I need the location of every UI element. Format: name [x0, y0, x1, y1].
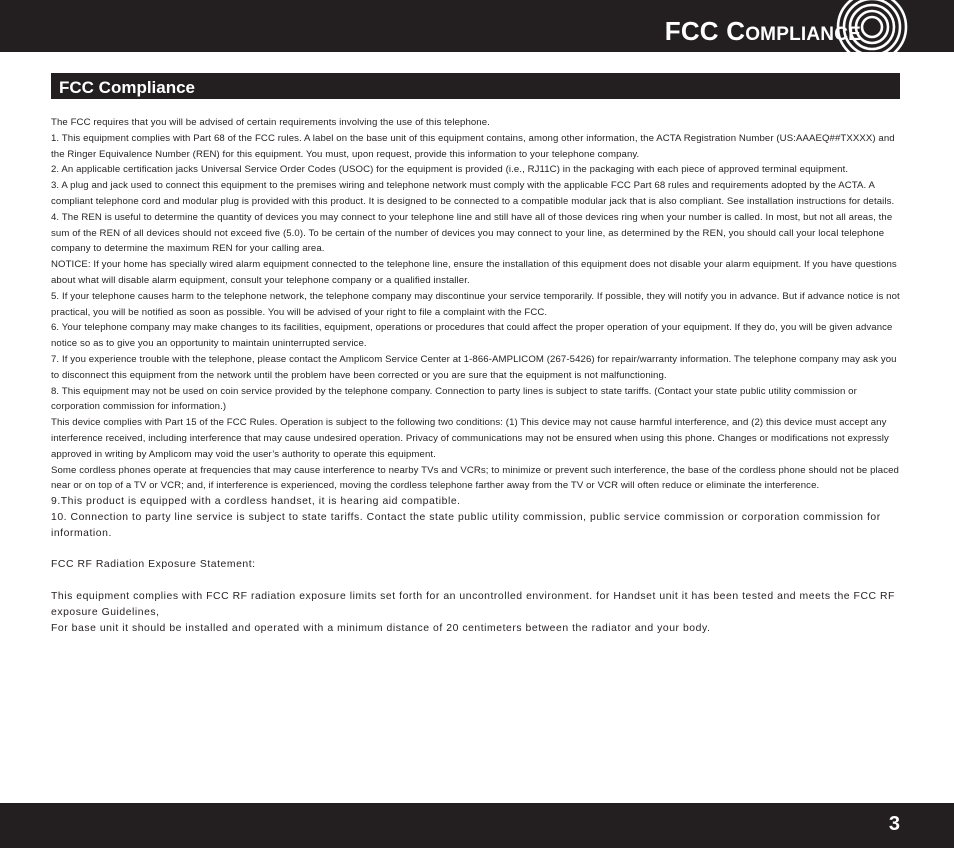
paragraph-item-1: 1. This equipment complies with Part 68 of the FCC rules. A label on the base unit of this equipment contains, among other information, the ACTA Registration Number (US:AAAEQ##TXXXX) and the Ringer Equivalence Number (REN) for this equipment. You must, upon request, provide this information to your telephone company. [51, 132, 895, 160]
document-body [51, 115, 901, 636]
rf-statement-heading: FCC RF Radiation Exposure Statement: [51, 559, 256, 571]
paragraph-item-7: 7. If you experience trouble with the telephone, please contact the Amplicom Service Center at 1-866-AMPLICOM (267-5426) for repair/warranty information. The telephone company may ask you to disconnect this equipment from the network until the problem have been corrected or you are sure that the equipment is not malfunctioning. [51, 353, 897, 381]
paragraph-item-10: 10. Connection to party line service is subject to state tariffs. Contact the state public utility commission, public service commission or corporation commission for information. [51, 511, 881, 539]
page-title-smallcaps: OMPLIANCE [745, 24, 861, 45]
section-title: FCC Compliance [59, 78, 196, 97]
rf-statement-body-1: This equipment complies with FCC RF radiation exposure limits set forth for an uncontrolled environment. for Handset unit it has been tested and meets the FCC RF exposure Guidelines, [51, 590, 895, 618]
concentric-rings-icon [832, 0, 912, 52]
paragraph-item-5: 5. If your telephone causes harm to the telephone network, the telephone company may discontinue your service temporarily. If possible, they will notify you in advance. But if advance notice is not practical, you will be notified as soon as possible. You will be advised of your right to file a complaint with the FCC. [51, 290, 900, 318]
paragraph-intro: The FCC requires that you will be advised of certain requirements involving the use of this telephone. [51, 117, 490, 128]
paragraph-item-2: 2. An applicable certification jacks Universal Service Order Codes (USOC) for the equipment is provided (i.e., RJ11C) in the packaging with each piece of approved terminal equipment. [51, 164, 849, 176]
spacer [51, 573, 901, 589]
header-bar [0, 0, 954, 52]
paragraph-part-15: This device complies with Part 15 of the FCC Rules. Operation is subject to the following two conditions: (1) This device may not cause harmful interference, and (2) this device must accept any interference received, including interference that may cause undesired operation. Privacy of communications may not be ensured when using this phone. Changes or modifications not expressly approved in writing by Amplicom may void the user’s authority to operate this equipment. [51, 417, 889, 460]
paragraph-item-6: 6. Your telephone company may make changes to its facilities, equipment, operations or procedures that could affect the proper operation of your equipment. If they do, you will be given advance notice so as to give you an opportunity to maintain uninterrupted service. [51, 322, 893, 350]
paragraph-interference: Some cordless phones operate at frequencies that may cause interference to nearby TVs and VCRs; to minimize or prevent such interference, the base of the cordless phone should not be placed near or on top of a TV or VCR; and, if interference is experienced, moving the cordless telephone farther away from the TV or VCR will often reduce or eliminate the interference. [51, 464, 899, 492]
page-title-main: FCC C [664, 16, 746, 46]
page-number: 3 [888, 813, 900, 835]
paragraph-notice: NOTICE: If your home has specially wired alarm equipment connected to the telephone line, ensure the installation of this equipment does not disable your alarm equipment. If you have questions about what will disable alarm equipment, consult your telephone company or a qualified installer. [51, 259, 897, 286]
rf-statement-body-2: For base unit it should be installed and operated with a minimum distance of 20 centimeters between the radiator and your body. [51, 622, 711, 634]
paragraph-item-3: 3. A plug and jack used to connect this equipment to the premises wiring and telephone network must comply with the applicable FCC Part 68 rules and requirements adopted by the ACTA. A compliant telephone cord and modular plug is provided with this product. It is designed to be connected to a compatible modular jack that is also compliant. See installation instructions for details. [51, 180, 895, 207]
paragraph-item-8: 8. This equipment may not be used on coin service provided by the telephone company. Connection to party lines is subject to state tariffs. (Contact your state public utility commission or corporation commission for information.) [51, 385, 857, 413]
footer-bar [0, 803, 954, 848]
paragraph-item-9: 9.This product is equipped with a cordless handset, it is hearing aid compatible. [51, 496, 461, 508]
spacer [51, 542, 901, 558]
paragraph-item-4: 4. The REN is useful to determine the quantity of devices you may connect to your telephone line and still have all of those devices ring when your number is called. In most, but not all areas, the sum of the REN of all devices should not exceed five (5.0). To be certain of the number of devices you may connect to your line, as determined by the REN, you should call your local telephone company to determine the maximum REN for your calling area. [51, 211, 893, 255]
section-header [51, 73, 900, 99]
